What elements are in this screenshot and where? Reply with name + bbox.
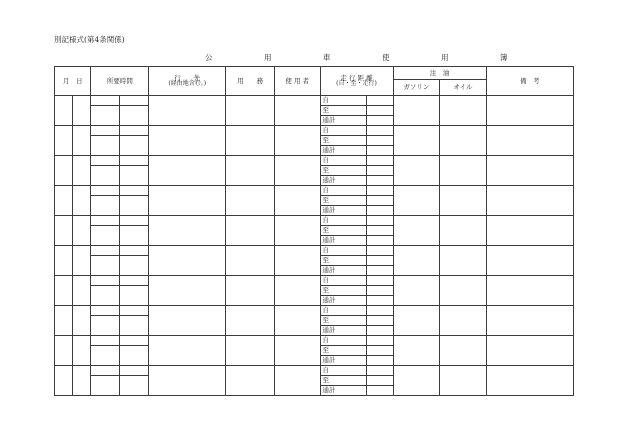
user-cell[interactable]	[274, 126, 320, 156]
from-value-cell[interactable]	[367, 336, 393, 346]
day-cell[interactable]	[73, 96, 91, 126]
hours-start-detail-cell[interactable]	[119, 96, 148, 106]
day-cell[interactable]	[73, 306, 91, 336]
entry-row-from	[55, 96, 574, 106]
hours-end-cell[interactable]	[91, 316, 119, 336]
from-label: 自	[320, 186, 367, 196]
hours-end-cell[interactable]	[91, 346, 119, 366]
gasoline-cell[interactable]	[393, 156, 440, 186]
header-row-top	[55, 67, 574, 80]
header-distance	[320, 67, 393, 96]
from-value-cell[interactable]	[367, 156, 393, 166]
header-distance-line1: 走 行 距 離	[340, 73, 373, 82]
from-label: 自	[320, 276, 367, 286]
total-value-cell[interactable]	[367, 116, 393, 126]
total-label: 通計	[320, 266, 367, 276]
remarks-cell[interactable]	[486, 306, 573, 336]
total-label: 通計	[320, 206, 367, 216]
from-value-cell[interactable]	[367, 96, 393, 106]
month-cell[interactable]	[55, 336, 73, 366]
entry-row-from	[55, 156, 574, 166]
hours-start-cell[interactable]	[91, 366, 119, 376]
remarks-cell[interactable]	[486, 276, 573, 306]
total-value-cell[interactable]	[367, 356, 393, 366]
hours-end-cell[interactable]	[91, 286, 119, 306]
hours-end-cell[interactable]	[91, 166, 119, 186]
from-label: 自	[320, 156, 367, 166]
to-value-cell[interactable]	[367, 106, 393, 116]
purpose-cell[interactable]	[226, 366, 275, 396]
day-cell[interactable]	[73, 246, 91, 276]
total-label: 通計	[320, 146, 367, 156]
from-label: 自	[320, 366, 367, 376]
oil-cell[interactable]	[440, 366, 487, 396]
to-label: 至	[320, 166, 367, 176]
gasoline-cell[interactable]	[393, 306, 440, 336]
purpose-cell[interactable]	[226, 276, 275, 306]
purpose-cell[interactable]	[226, 306, 275, 336]
hours-start-detail-cell[interactable]	[119, 306, 148, 316]
to-value-cell[interactable]	[367, 346, 393, 356]
day-cell[interactable]	[73, 156, 91, 186]
oil-cell[interactable]	[440, 156, 487, 186]
header-remarks: 備 考	[486, 67, 573, 96]
to-label: 至	[320, 196, 367, 206]
total-label: 通計	[320, 296, 367, 306]
from-label: 自	[320, 216, 367, 226]
from-value-cell[interactable]	[367, 246, 393, 256]
gasoline-cell[interactable]	[393, 276, 440, 306]
hours-end-detail-cell[interactable]	[119, 376, 148, 396]
total-label: 通計	[320, 116, 367, 126]
purpose-cell[interactable]	[226, 156, 275, 186]
hours-start-cell[interactable]	[91, 336, 119, 346]
day-cell[interactable]	[73, 276, 91, 306]
header-destination-line1: 行 先	[174, 73, 201, 82]
month-cell[interactable]	[55, 246, 73, 276]
destination-cell[interactable]	[149, 96, 226, 126]
hours-end-detail-cell[interactable]	[119, 346, 148, 366]
purpose-cell[interactable]	[226, 336, 275, 366]
to-value-cell[interactable]	[367, 196, 393, 206]
header-fuel: 注 油	[393, 67, 486, 80]
total-label: 通計	[320, 356, 367, 366]
destination-cell[interactable]	[149, 276, 226, 306]
from-value-cell[interactable]	[367, 366, 393, 376]
remarks-cell[interactable]	[486, 96, 573, 126]
header-destination-line2: (経由地含む。)	[168, 80, 207, 88]
to-value-cell[interactable]	[367, 376, 393, 386]
hours-start-detail-cell[interactable]	[119, 276, 148, 286]
oil-cell[interactable]	[440, 186, 487, 216]
entry-row-from	[55, 216, 574, 226]
entry-row-from	[55, 246, 574, 256]
remarks-cell[interactable]	[486, 156, 573, 186]
to-label: 至	[320, 376, 367, 386]
to-value-cell[interactable]	[367, 136, 393, 146]
to-label: 至	[320, 136, 367, 146]
from-value-cell[interactable]	[367, 306, 393, 316]
month-cell[interactable]	[55, 366, 73, 396]
hours-start-cell[interactable]	[91, 246, 119, 256]
entry-row-from	[55, 126, 574, 136]
from-label: 自	[320, 96, 367, 106]
form-caption: 別記様式(第4条関係)	[54, 35, 125, 44]
user-cell[interactable]	[274, 216, 320, 246]
from-value-cell[interactable]	[367, 126, 393, 136]
hours-end-cell[interactable]	[91, 196, 119, 216]
hours-start-cell[interactable]	[91, 96, 119, 106]
to-label: 至	[320, 106, 367, 116]
hours-start-detail-cell[interactable]	[119, 186, 148, 196]
to-label: 至	[320, 346, 367, 356]
hours-end-cell[interactable]	[91, 136, 119, 156]
entry-row-from	[55, 186, 574, 196]
destination-cell[interactable]	[149, 366, 226, 396]
total-value-cell[interactable]	[367, 236, 393, 246]
month-cell[interactable]	[55, 276, 73, 306]
hours-end-detail-cell[interactable]	[119, 316, 148, 336]
total-value-cell[interactable]	[367, 296, 393, 306]
remarks-cell[interactable]	[486, 126, 573, 156]
header-purpose: 用 務	[226, 67, 275, 96]
hours-start-cell[interactable]	[91, 186, 119, 196]
hours-end-cell[interactable]	[91, 256, 119, 276]
to-value-cell[interactable]	[367, 286, 393, 296]
total-value-cell[interactable]	[367, 176, 393, 186]
gasoline-cell[interactable]	[393, 246, 440, 276]
total-label: 通計	[320, 176, 367, 186]
hours-start-cell[interactable]	[91, 306, 119, 316]
hours-start-cell[interactable]	[91, 216, 119, 226]
header-user: 使 用 者	[274, 67, 320, 96]
entry-row-from	[55, 366, 574, 376]
hours-start-detail-cell[interactable]	[119, 156, 148, 166]
user-cell[interactable]	[274, 186, 320, 216]
destination-cell[interactable]	[149, 156, 226, 186]
day-cell[interactable]	[73, 186, 91, 216]
gasoline-cell[interactable]	[393, 96, 440, 126]
gasoline-cell[interactable]	[393, 336, 440, 366]
oil-cell[interactable]	[440, 126, 487, 156]
hours-end-cell[interactable]	[91, 226, 119, 246]
hours-start-detail-cell[interactable]	[119, 336, 148, 346]
hours-start-detail-cell[interactable]	[119, 246, 148, 256]
to-label: 至	[320, 256, 367, 266]
to-value-cell[interactable]	[367, 316, 393, 326]
hours-start-detail-cell[interactable]	[119, 366, 148, 376]
hours-end-detail-cell[interactable]	[119, 286, 148, 306]
oil-cell[interactable]	[440, 276, 487, 306]
day-cell[interactable]	[73, 336, 91, 366]
oil-cell[interactable]	[440, 246, 487, 276]
month-cell[interactable]	[55, 306, 73, 336]
destination-cell[interactable]	[149, 246, 226, 276]
total-value-cell[interactable]	[367, 206, 393, 216]
header-gasoline: ガソリン	[393, 80, 440, 96]
to-label: 至	[320, 316, 367, 326]
user-cell[interactable]	[274, 336, 320, 366]
hours-end-detail-cell[interactable]	[119, 106, 148, 126]
destination-cell[interactable]	[149, 186, 226, 216]
remarks-cell[interactable]	[486, 216, 573, 246]
to-value-cell[interactable]	[367, 256, 393, 266]
remarks-cell[interactable]	[486, 336, 573, 366]
vehicle-log-table	[54, 66, 574, 396]
to-label: 至	[320, 226, 367, 236]
remarks-cell[interactable]	[486, 366, 573, 396]
from-label: 自	[320, 246, 367, 256]
hours-start-detail-cell[interactable]	[119, 216, 148, 226]
destination-cell[interactable]	[149, 126, 226, 156]
user-cell[interactable]	[274, 366, 320, 396]
destination-cell[interactable]	[149, 336, 226, 366]
user-cell[interactable]	[274, 276, 320, 306]
day-cell[interactable]	[73, 126, 91, 156]
gasoline-cell[interactable]	[393, 186, 440, 216]
purpose-cell[interactable]	[226, 246, 275, 276]
total-value-cell[interactable]	[367, 326, 393, 336]
from-value-cell[interactable]	[367, 216, 393, 226]
header-date: 月 日	[55, 67, 91, 96]
from-value-cell[interactable]	[367, 276, 393, 286]
purpose-cell[interactable]	[226, 126, 275, 156]
user-cell[interactable]	[274, 306, 320, 336]
remarks-cell[interactable]	[486, 186, 573, 216]
remarks-cell[interactable]	[486, 246, 573, 276]
from-label: 自	[320, 336, 367, 346]
month-cell[interactable]	[55, 126, 73, 156]
month-cell[interactable]	[55, 216, 73, 246]
oil-cell[interactable]	[440, 96, 487, 126]
user-cell[interactable]	[274, 96, 320, 126]
oil-cell[interactable]	[440, 306, 487, 336]
purpose-cell[interactable]	[226, 216, 275, 246]
entry-row-from	[55, 276, 574, 286]
from-label: 自	[320, 126, 367, 136]
header-oil: オイル	[440, 80, 487, 96]
total-value-cell[interactable]	[367, 146, 393, 156]
from-label: 自	[320, 306, 367, 316]
destination-cell[interactable]	[149, 306, 226, 336]
user-cell[interactable]	[274, 156, 320, 186]
to-value-cell[interactable]	[367, 166, 393, 176]
gasoline-cell[interactable]	[393, 216, 440, 246]
oil-cell[interactable]	[440, 216, 487, 246]
entry-row-from	[55, 336, 574, 346]
month-cell[interactable]	[55, 186, 73, 216]
page-title: 公 用 車 使 用 簿	[205, 53, 530, 62]
from-value-cell[interactable]	[367, 186, 393, 196]
total-label: 通計	[320, 386, 367, 396]
hours-end-detail-cell[interactable]	[119, 226, 148, 246]
hours-start-cell[interactable]	[91, 126, 119, 136]
month-cell[interactable]	[55, 96, 73, 126]
to-value-cell[interactable]	[367, 226, 393, 236]
total-value-cell[interactable]	[367, 386, 393, 396]
month-cell[interactable]	[55, 156, 73, 186]
hours-end-detail-cell[interactable]	[119, 136, 148, 156]
oil-cell[interactable]	[440, 336, 487, 366]
to-label: 至	[320, 286, 367, 296]
ledger-body	[55, 96, 574, 396]
header-distance-line2: (自・至・走行)	[336, 80, 377, 88]
destination-cell[interactable]	[149, 216, 226, 246]
hours-end-detail-cell[interactable]	[119, 256, 148, 276]
hours-end-cell[interactable]	[91, 106, 119, 126]
day-cell[interactable]	[73, 366, 91, 396]
hours-end-detail-cell[interactable]	[119, 166, 148, 186]
header-destination	[149, 67, 226, 96]
hours-end-detail-cell[interactable]	[119, 196, 148, 216]
user-cell[interactable]	[274, 246, 320, 276]
gasoline-cell[interactable]	[393, 366, 440, 396]
purpose-cell[interactable]	[226, 96, 275, 126]
day-cell[interactable]	[73, 216, 91, 246]
total-label: 通計	[320, 326, 367, 336]
total-value-cell[interactable]	[367, 266, 393, 276]
hours-start-cell[interactable]	[91, 156, 119, 166]
total-label: 通計	[320, 236, 367, 246]
entry-row-from	[55, 306, 574, 316]
hours-end-cell[interactable]	[91, 376, 119, 396]
hours-start-cell[interactable]	[91, 276, 119, 286]
purpose-cell[interactable]	[226, 186, 275, 216]
gasoline-cell[interactable]	[393, 126, 440, 156]
hours-start-detail-cell[interactable]	[119, 126, 148, 136]
header-hours: 所要時間	[91, 67, 149, 96]
